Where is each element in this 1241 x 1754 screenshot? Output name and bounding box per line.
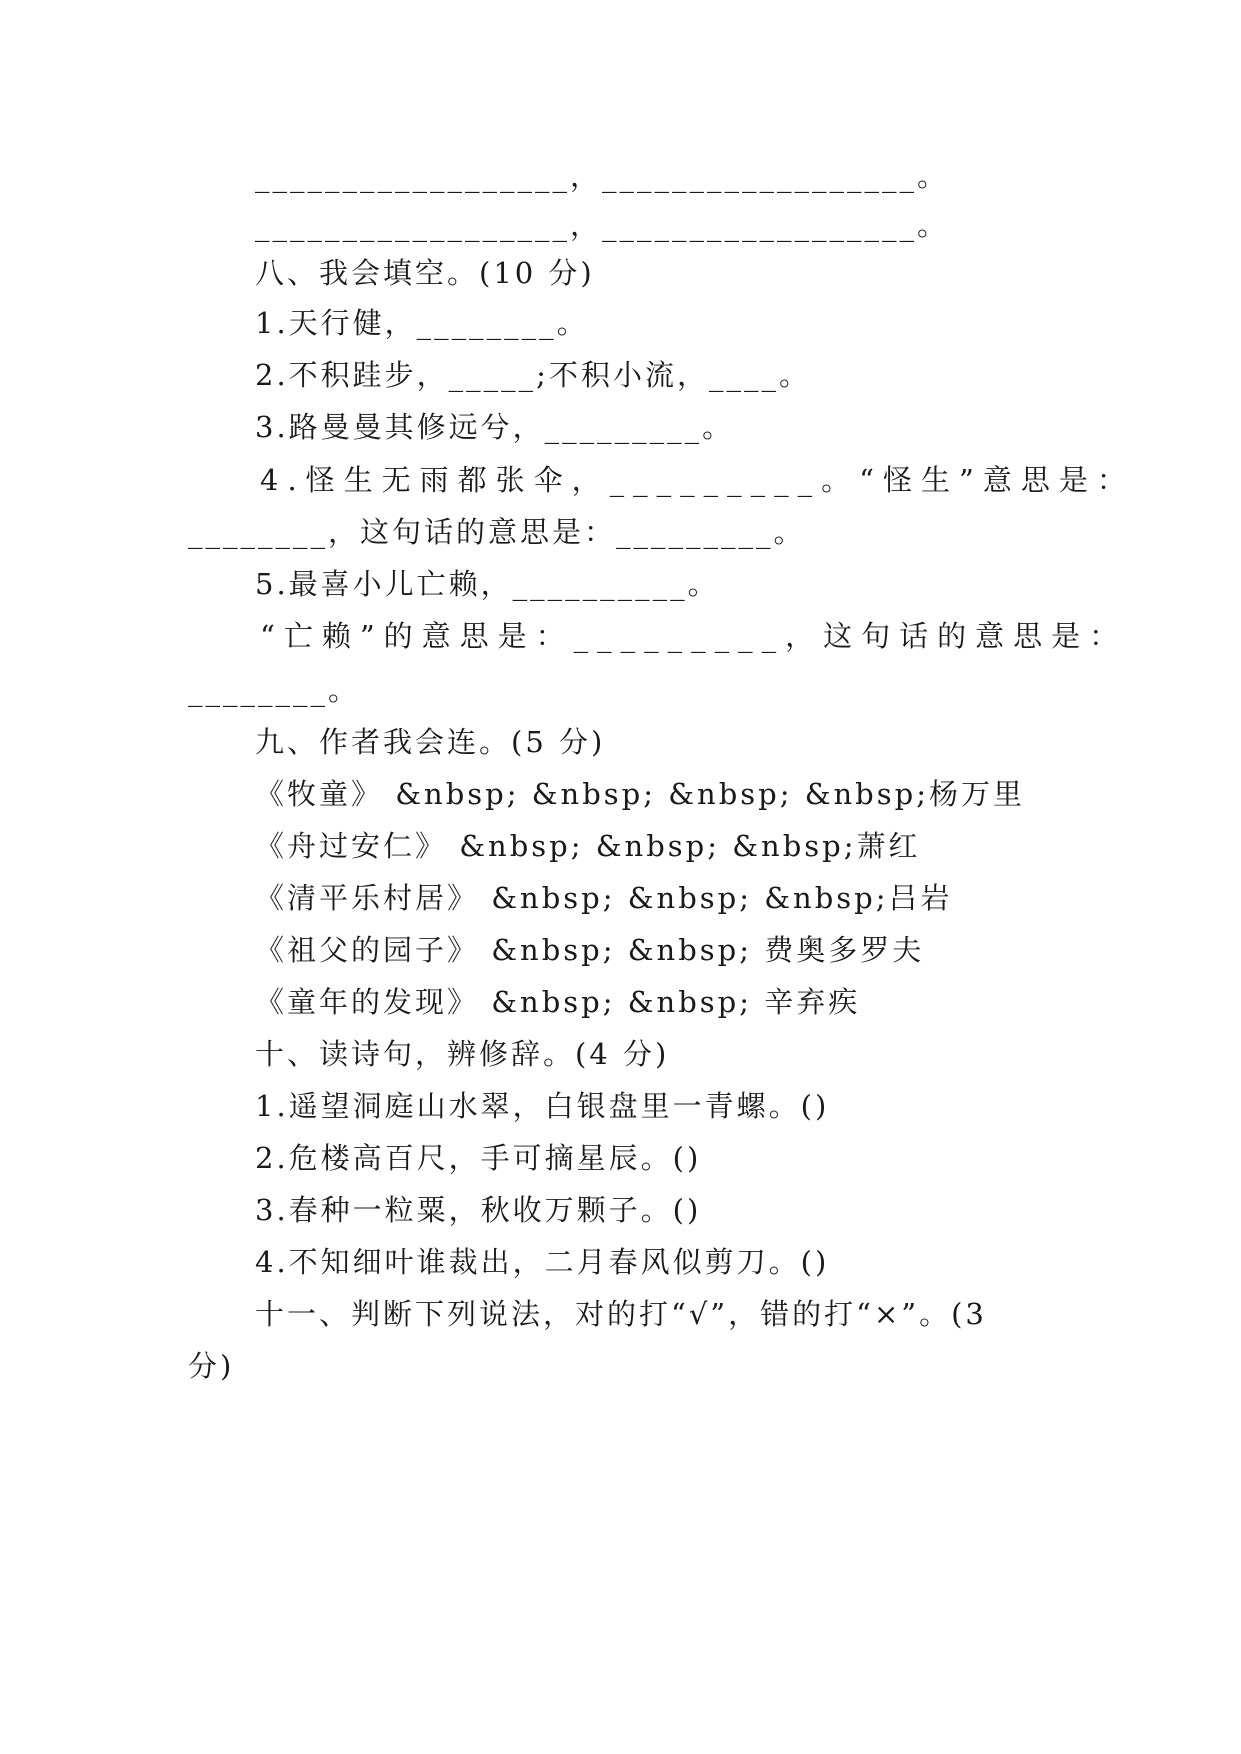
matching-row: 《舟过安仁》 &nbsp; &nbsp; &nbsp;萧红: [255, 829, 921, 863]
question-text: ________，这句话的意思是：_________。: [188, 515, 806, 549]
question-text: 2.不积跬步，_____;不积小流，____。: [255, 358, 811, 392]
section-9-heading: 九、作者我会连。(5 分): [255, 725, 606, 759]
section-11-heading-continued: 分): [188, 1349, 235, 1383]
matching-row: 《清平乐村居》 &nbsp; &nbsp; &nbsp;吕岩: [255, 881, 953, 915]
question-text: 4.怪生无雨都张伞，_________。“怪生”意思是：: [260, 463, 1135, 497]
matching-row: 《祖父的园子》 &nbsp; &nbsp; 费奥多罗夫: [255, 933, 925, 967]
question-text: 2.危楼高百尺，手可摘星辰。(): [255, 1141, 702, 1175]
question-text: 1.遥望洞庭山水翠，白银盘里一青螺。(): [255, 1089, 830, 1123]
question-text: “亡赖”的意思是：_________，这句话的意思是：: [260, 619, 1128, 653]
answer-blank-line: __________________，__________________。: [255, 208, 950, 242]
section-10-heading: 十、读诗句，辨修辞。(4 分): [255, 1037, 670, 1071]
section-8-heading: 八、我会填空。(10 分): [255, 256, 595, 290]
question-text: 3.路曼曼其修远兮，_________。: [255, 410, 735, 444]
matching-row: 《牧童》 &nbsp; &nbsp; &nbsp; &nbsp;杨万里: [255, 777, 1025, 811]
matching-row: 《童年的发现》 &nbsp; &nbsp; 辛弃疾: [255, 985, 861, 1019]
question-text: 4.不知细叶谁裁出，二月春风似剪刀。(): [255, 1245, 830, 1279]
question-text: 5.最喜小儿亡赖，__________。: [255, 567, 720, 601]
question-text: ________。: [188, 673, 361, 707]
question-text: 1.天行健，________。: [255, 306, 589, 340]
question-text: 3.春种一粒粟，秋收万颗子。(): [255, 1193, 702, 1227]
answer-blank-line: __________________，__________________。: [255, 159, 950, 193]
section-11-heading: 十一、判断下列说法，对的打“√”，错的打“×”。(3: [255, 1297, 987, 1331]
